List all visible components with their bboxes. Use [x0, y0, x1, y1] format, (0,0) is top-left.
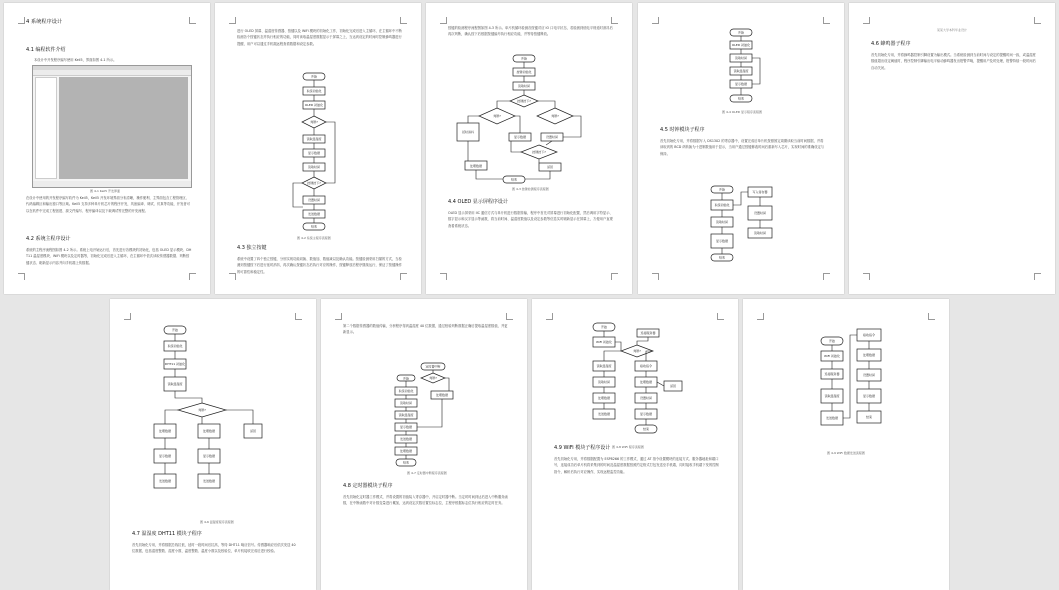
svg-text:读取温湿度: 读取温湿度 — [824, 394, 840, 398]
svg-text:系统初始化: 系统初始化 — [398, 389, 414, 393]
svg-text:按键初始化: 按键初始化 — [516, 70, 532, 74]
flow-end-label: 结束 — [310, 224, 318, 229]
svg-text:处理数据: 处理数据 — [862, 353, 876, 357]
svg-text:判断?: 判断? — [493, 114, 501, 118]
svg-text:接收指令: 接收指令 — [862, 333, 876, 337]
svg-text:开始: 开始 — [828, 339, 836, 343]
svg-text:判断?: 判断? — [633, 349, 641, 353]
svg-text:开始: 开始 — [600, 325, 608, 329]
svg-text:返回: 返回 — [546, 165, 554, 169]
section-heading: 4.2 系统主程序设计 — [26, 236, 71, 242]
paragraph: 首先初始化定时器工作模式，并将设置的初值装入寄存器中，开启定时器中断。当定时时间到达后进入中断服务函数，在中断函数中对计数变量进行累加，达到设定次数后置位标志位，主程序根据标志位执行相应的定时任务。 — [343, 495, 508, 506]
page-3[interactable] — [426, 3, 632, 294]
svg-text:读取时间: 读取时间 — [753, 231, 767, 235]
dht11-flowchart — [150, 324, 280, 496]
svg-text:显示数据: 显示数据 — [715, 239, 729, 243]
figure-caption: 图 4-9 WiFi 数据发送流程图 — [827, 451, 865, 455]
flow-set-label: 设置时间 — [307, 198, 321, 202]
paragraph: 按键的检测程序流程图如图 4-3 所示。单片机循环检测各按键对应 IO 口电平状态，若检测到低电平则延时消抖后再次判断，确认按下后根据按键编号执行相应功能，并等待按键释放。 — [448, 26, 613, 37]
svg-text:读取温湿度: 读取温湿度 — [733, 69, 749, 73]
section-heading: 4.4 OLED 显示屏程序设计 — [448, 199, 508, 205]
svg-text:读取温湿度: 读取温湿度 — [167, 382, 183, 386]
section-heading: 4.8 定时器模块子程序 — [343, 483, 393, 489]
flow-key-label: 按键按下? — [307, 181, 321, 185]
svg-text:判断?: 判断? — [429, 376, 437, 380]
svg-text:读取时间: 读取时间 — [597, 380, 611, 384]
section-heading: 4.9 WiFi 模块子程序设计 — [554, 445, 611, 451]
section-heading: 4.1 编程软件介绍 — [26, 47, 66, 53]
svg-text:返回: 返回 — [249, 429, 257, 433]
svg-text:显示数据: 显示数据 — [513, 135, 527, 139]
section-heading: 4.6 蜂鸣器子程序 — [871, 41, 911, 47]
svg-text:结束: 结束 — [718, 255, 726, 260]
svg-text:延时消抖: 延时消抖 — [461, 130, 475, 134]
svg-text:读取温湿度: 读取温湿度 — [398, 413, 414, 417]
svg-text:返回: 返回 — [669, 384, 677, 388]
svg-text:显示数据: 显示数据 — [202, 454, 216, 458]
paragraph: 系统中设置了四个独立按键，分别实现功能切换、数值加、数值减以及确认功能。按键检测采用扫描的方式，当检测到按键按下后进行延时消抖，再次确认按键状态后执行对应的操作，按键释放后程序继续运行，保证了按键操作的可靠性和稳定性。 — [237, 257, 402, 274]
timer-flowchart — [391, 361, 461, 469]
svg-text:显示数据: 显示数据 — [734, 82, 748, 86]
figure-caption: 图 4-1 Keil5 开发界面 — [90, 189, 121, 193]
svg-text:处理数据: 处理数据 — [202, 429, 216, 433]
svg-text:处理数据: 处理数据 — [435, 393, 449, 397]
page-9[interactable] — [743, 299, 949, 590]
figure-caption: 图 4-4 OLED 显示程序流程图 — [722, 110, 762, 114]
svg-text:处理数据: 处理数据 — [597, 396, 611, 400]
svg-text:开始: 开始 — [520, 56, 528, 61]
svg-text:开始: 开始 — [737, 30, 745, 35]
paragraph: 进行 OLED 屏幕、温湿度传感器、按键以及 WiFi 模块的初始化工作，初始化完成后进入主循环，在主循环中不断检测各个按键状态并执行相应的功能，同时读取温湿度数据显示于屏幕之上，当达到设定的时间时控制蜂鸣器进行提醒，用户可以通过手机端远程查看数据和设定参数。 — [237, 29, 402, 46]
paragraph: 第二个数据传感器的数值传输，分析程序得到温湿度 40 位数据，通过校验判断数据正确后提取温湿度数值，并更新显示。 — [343, 324, 508, 335]
svg-text:判断?: 判断? — [551, 114, 559, 118]
svg-text:设置时间: 设置时间 — [753, 211, 767, 215]
flow-judge-label: 判断? — [310, 120, 318, 124]
page-7[interactable] — [321, 299, 527, 590]
svg-text:显示数据: 显示数据 — [862, 394, 876, 398]
section-heading: 4.5 时钟模块子程序 — [660, 127, 705, 133]
svg-text:设置时间: 设置时间 — [862, 373, 876, 377]
page-4[interactable] — [638, 3, 844, 294]
page-1[interactable] — [4, 3, 210, 294]
chapter-heading: 4 系统程序设计 — [26, 19, 63, 25]
key-detect-flowchart — [451, 53, 596, 185]
svg-text:系统初始化: 系统初始化 — [167, 344, 183, 348]
svg-text:显示数据: 显示数据 — [158, 454, 172, 458]
svg-text:处理数据: 处理数据 — [399, 449, 413, 453]
svg-text:读取时间: 读取时间 — [399, 401, 413, 405]
clock-flowchart — [708, 184, 778, 266]
svg-text:发送数据: 发送数据 — [597, 412, 611, 416]
svg-text:显示数据: 显示数据 — [399, 425, 413, 429]
svg-text:读取温湿度: 读取温湿度 — [596, 364, 612, 368]
svg-text:系统初始化: 系统初始化 — [714, 203, 730, 207]
svg-text:处理数据: 处理数据 — [469, 164, 483, 168]
svg-text:结束: 结束 — [865, 415, 873, 419]
svg-text:定时器中断: 定时器中断 — [425, 364, 441, 369]
wifi-flowchart — [587, 321, 687, 441]
flow-start-label: 开始 — [310, 74, 318, 79]
paragraph: 首先初始化专用，并将数据配置为 ESP8266 的工作模式，通过 AT 指令设置模块的连接方式、服务器地址和端口号，连接成功后单片机将采集到的时间及温湿度数据按照约定格式打包发送至手机端，同时接收手机端下发的控制指令，解析后执行对应操作，实现远程监控功能。 — [554, 457, 719, 474]
flow-read-label: 读取温湿度 — [306, 137, 322, 141]
svg-text:读取时间: 读取时间 — [715, 220, 729, 224]
paragraph: 系统的主程序流程图如图 4-2 所示。系统上电开始运行后，首先进行各模块的初始化，包括 OLED 显示模块、DHT11 温湿度模块、WiFi 模块以及定时器等，初始化完成后进入主循环，在主循环中依次读取传感器数据、判断按键状态、刷新显示内容并向手机端上传数据。 — [26, 248, 192, 265]
svg-text:发送数据: 发送数据 — [399, 437, 413, 441]
wifi-send-flowchart — [819, 327, 885, 439]
svg-text:接收指令: 接收指令 — [639, 364, 653, 368]
page-6[interactable] — [110, 299, 316, 590]
section-heading: 4.3 独立按键 — [237, 245, 267, 251]
svg-text:开始: 开始 — [402, 376, 410, 381]
section-heading: 4.7 温湿度 DHT11 模块子程序 — [132, 531, 202, 537]
flow-send-label: 发送数据 — [307, 212, 321, 216]
figure-caption: 图 4-6 温湿度程序流程图 — [200, 520, 234, 524]
svg-text:结束: 结束 — [737, 96, 745, 101]
svg-text:发送数据: 发送数据 — [825, 416, 839, 420]
flow-display-label: 显示数据 — [307, 151, 321, 155]
figure-caption: 图 4-7 定时器中断程序流程图 — [407, 471, 447, 475]
svg-text:处理数据: 处理数据 — [639, 380, 653, 384]
svg-text:结束: 结束 — [510, 177, 518, 182]
svg-text:结束: 结束 — [402, 460, 410, 465]
svg-text:WiFi 初始化: WiFi 初始化 — [823, 354, 841, 358]
svg-text:判断?: 判断? — [198, 408, 206, 412]
svg-text:开始: 开始 — [718, 187, 726, 192]
figure-caption: 图 4-8 WiFi 程序流程图 — [612, 445, 644, 449]
svg-text:OLED 初始化: OLED 初始化 — [731, 43, 751, 47]
page-2[interactable] — [215, 3, 421, 294]
svg-text:设置时间: 设置时间 — [639, 396, 653, 400]
svg-text:发送数据: 发送数据 — [202, 479, 216, 483]
keil5-screenshot — [32, 65, 192, 188]
svg-text:处理数据: 处理数据 — [158, 429, 172, 433]
oled-flowchart — [716, 27, 766, 107]
figure-caption: 图 4-3 按键检测程序流程图 — [512, 187, 549, 191]
flow-read-time-label: 读取时间 — [307, 165, 321, 169]
flow-init-label: 系统初始化 — [306, 89, 322, 93]
figure-caption: 图 4-2 系统主程序流程图 — [297, 236, 331, 240]
paragraph: 首先初始化专用，并将蜂鸣器控制引脚设置为输出模式。当系统检测到当前时间与设定的提醒时间一致，或温湿度数值超出设定阈值时，程序控制引脚输出电平驱动蜂鸣器发出报警声响，提醒用户及时处理，报警持续一段时间后自动关闭。 — [871, 53, 1036, 70]
paragraph: 本设计中开发程序编写使用 Keil5，界面如图 4-1 所示。 — [34, 58, 117, 62]
page-8[interactable] — [532, 299, 738, 590]
paragraph: 首先初始化专用，并将数据写入 DS1302 的寄存器中，设置完成后单片机按照固定周期读取当前时间数据，并将读取到的 BCD 码转换为十进制数值用于显示，当用户通过按键修改时间后重新写入芯片，实现时间的准确设定与保持。 — [660, 139, 825, 156]
svg-text:发送数据: 发送数据 — [158, 479, 172, 483]
svg-text:DHT11 初始化: DHT11 初始化 — [164, 362, 186, 366]
svg-text:显示数据: 显示数据 — [639, 412, 653, 416]
svg-text:结束: 结束 — [642, 427, 650, 431]
flow-init-oled-label: OLED 初始化 — [304, 103, 324, 107]
svg-text:连接服务器: 连接服务器 — [824, 372, 840, 376]
svg-text:读取时间: 读取时间 — [517, 84, 531, 88]
svg-text:连接服务器: 连接服务器 — [640, 331, 656, 335]
paragraph: 首先初始化专用，并将数据总线拉低，延时一段时间后拉高，等待 DHT11 响应信号。传感器响应后依次发送 40 位数据，包括湿度整数、湿度小数、温度整数、温度小数以及校验位，单片机接收完成后进行校验。 — [132, 543, 296, 554]
paragraph: OLED 显示屏采用 IIC 通信方式与单片机进行数据传输，程序中首先对屏幕进行初始化配置，然后调用字符显示、数字显示和汉字显示等函数，将当前时间、温湿度数值以及设定参数等信息实时刷新显示在屏幕上，方便用户直观查看系统状态。 — [448, 211, 613, 228]
svg-text:按键按下?: 按键按下? — [517, 99, 531, 103]
svg-text:写入寄存器: 写入寄存器 — [752, 190, 768, 194]
paragraph: 在设计中使用的开发程序编写软件为 Keil5，Keil5 开发环境界面分布清晰，操作便利，主界面包含工程管理区、代码编辑区和输出窗口等区域。Keil5 支持多种单片机芯片的程序开发，具备编译、调试、仿真等功能，开发者可以在软件中完成工程创建、源文件编写、程序编译以及下载调试等完整的开发流程。 — [26, 196, 190, 213]
page-header: 某某大学本科毕业设计 — [937, 28, 968, 32]
svg-text:开始: 开始 — [171, 328, 179, 332]
page-5[interactable] — [849, 3, 1055, 294]
svg-text:按键按下?: 按键按下? — [532, 150, 546, 154]
main-program-flowchart — [285, 71, 345, 233]
svg-text:设置时间: 设置时间 — [545, 135, 559, 139]
svg-text:读取时间: 读取时间 — [734, 56, 748, 60]
svg-text:WiFi 初始化: WiFi 初始化 — [595, 340, 613, 344]
